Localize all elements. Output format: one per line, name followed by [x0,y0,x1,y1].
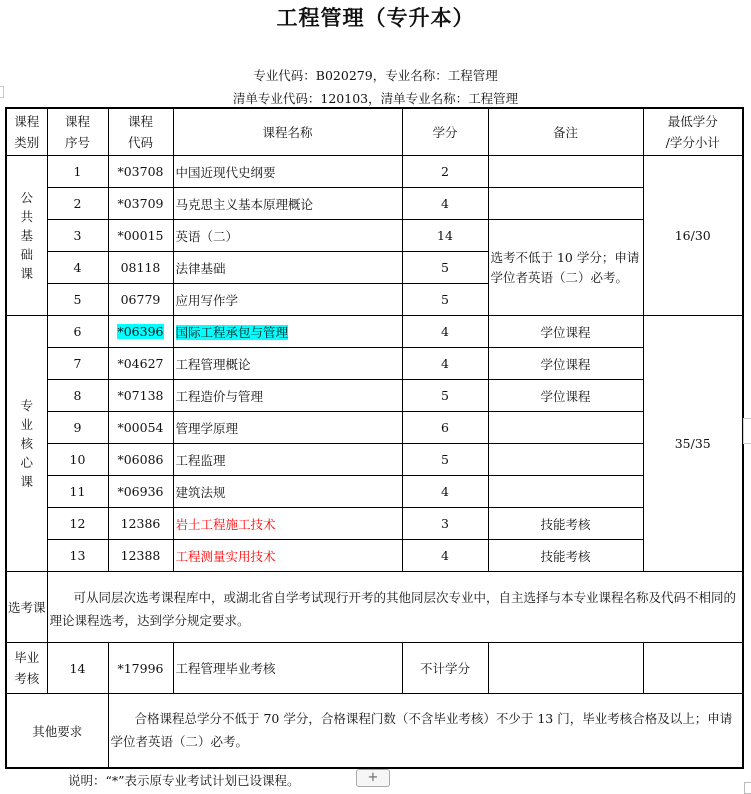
cell-credits: 4 [402,348,488,380]
cell-credits: 2 [402,156,488,188]
cell-remark: 学位课程 [488,380,643,412]
cell-name: 工程管理概论 [173,348,402,380]
cell-code: *03708 [108,156,173,188]
header-seq: 课程 序号 [47,108,108,156]
cell-seq: 8 [47,380,108,412]
cell-remark [488,188,643,220]
cell-seq: 14 [47,643,108,694]
cell-name: 应用写作学 [173,284,402,316]
cell-name: 管理学原理 [173,412,402,444]
cell-name: 英语（二） [173,220,402,252]
cell-code: *06936 [108,476,173,508]
footnote: 说明：“*”表示原专业考试计划已设课程。 [68,773,300,788]
category-major-core: 专 业 核 心 课 [6,316,47,572]
cell-seq: 4 [47,252,108,284]
cell-credits: 4 [402,188,488,220]
graduation-label: 毕业 考核 [6,643,47,694]
table-row [6,380,743,412]
cell-credits: 5 [402,252,488,284]
elective-text: 可从同层次选考课程库中，或湖北省自学考试现行开考的其他同层次专业中，自主选择与本专业课程名称及代码不相同的理论课程选考，达到学分规定要求。 [47,572,743,643]
cell-remark [488,156,643,188]
cell-credits: 14 [402,220,488,252]
cell-remark [488,476,643,508]
cell-code: 08118 [108,252,173,284]
table-row [6,508,743,540]
cell-code: *06396 [108,316,173,348]
cell-seq: 3 [47,220,108,252]
table-row [6,156,743,188]
graduation-row [6,643,743,694]
table-row [6,316,743,348]
other-requirements-row [6,694,743,769]
cell-credits: 不计学分 [402,643,488,694]
cell-remark-shared: 选考不低于 10 学分；申请学位者英语（二）必考。 [488,220,643,316]
table-move-handle[interactable] [0,86,4,98]
table-row [6,188,743,220]
cell-remark [488,412,643,444]
cell-seq: 2 [47,188,108,220]
cell-remark: 学位课程 [488,348,643,380]
cell-seq: 12 [47,508,108,540]
cell-seq: 9 [47,412,108,444]
table-row [6,540,743,572]
cell-seq: 11 [47,476,108,508]
cell-seq: 6 [47,316,108,348]
cell-name: 国际工程承包与管理 [173,316,402,348]
cell-credits: 5 [402,380,488,412]
cell-code: 12388 [108,540,173,572]
cell-code: *00054 [108,412,173,444]
cell-seq: 1 [47,156,108,188]
category-public-basic: 公 共 基 础 课 [6,156,47,316]
cell-code: *17996 [108,643,173,694]
cell-code: *03709 [108,188,173,220]
cell-name: 工程造价与管理 [173,380,402,412]
header-category: 课程 类别 [6,108,47,156]
table-row [6,476,743,508]
cell-name: 工程管理毕业考核 [173,643,402,694]
cell-remark: 技能考核 [488,508,643,540]
cell-name: 马克思主义基本原理概论 [173,188,402,220]
other-requirements-label: 其他要求 [6,694,108,769]
cell-code: *07138 [108,380,173,412]
cell-remark: 学位课程 [488,316,643,348]
table-row [6,412,743,444]
corner-resize-handle[interactable] [744,782,751,794]
add-row-button[interactable]: + [356,769,390,787]
cell-code: *04627 [108,348,173,380]
cell-credits: 4 [402,316,488,348]
elective-row [6,572,743,643]
cell-code: 12386 [108,508,173,540]
header-name: 课程名称 [173,108,402,156]
major-info: 专业代码：B020279，专业名称：工程管理 [253,68,498,83]
cell-name: 中国近现代史纲要 [173,156,402,188]
elective-label: 选考课 [6,572,47,643]
table-header-row [6,108,743,156]
cell-seq: 5 [47,284,108,316]
cell-credits: 3 [402,508,488,540]
table-row [6,348,743,380]
cell-name: 工程测量实用技术 [173,540,402,572]
cell-name: 工程监理 [173,444,402,476]
cell-seq: 7 [47,348,108,380]
cell-code: *06086 [108,444,173,476]
cell-subtotal: 16/30 [643,156,743,316]
cell-credits: 4 [402,540,488,572]
header-credits: 学分 [402,108,488,156]
table-row [6,444,743,476]
cell-remark [488,643,643,694]
header-min-credits: 最低学分 /学分小计 [643,108,743,156]
cell-seq: 13 [47,540,108,572]
cell-subtotal [643,643,743,694]
table-resize-handle[interactable] [743,418,751,444]
cell-name: 建筑法规 [173,476,402,508]
cell-credits: 4 [402,476,488,508]
list-major-info: 清单专业代码：120103，清单专业名称：工程管理 [232,91,519,106]
cell-credits: 5 [402,444,488,476]
cell-code: 06779 [108,284,173,316]
cell-credits: 6 [402,412,488,444]
table-row [6,220,743,252]
cell-name: 法律基础 [173,252,402,284]
cell-remark: 技能考核 [488,540,643,572]
cell-name: 岩土工程施工技术 [173,508,402,540]
cell-credits: 5 [402,284,488,316]
course-plan-table [5,107,744,769]
other-requirements-text: 合格课程总学分不低于 70 学分，合格课程门数（不含毕业考核）不少于 13 门，毕业考核合格及以上；申请学位者英语（二）必考。 [108,694,743,769]
header-code: 课程 代码 [108,108,173,156]
cell-seq: 10 [47,444,108,476]
cell-remark [488,444,643,476]
cell-code: *00015 [108,220,173,252]
cell-subtotal: 35/35 [643,316,743,572]
page-title: 工程管理（专升本） [276,5,475,30]
header-remark: 备注 [488,108,643,156]
